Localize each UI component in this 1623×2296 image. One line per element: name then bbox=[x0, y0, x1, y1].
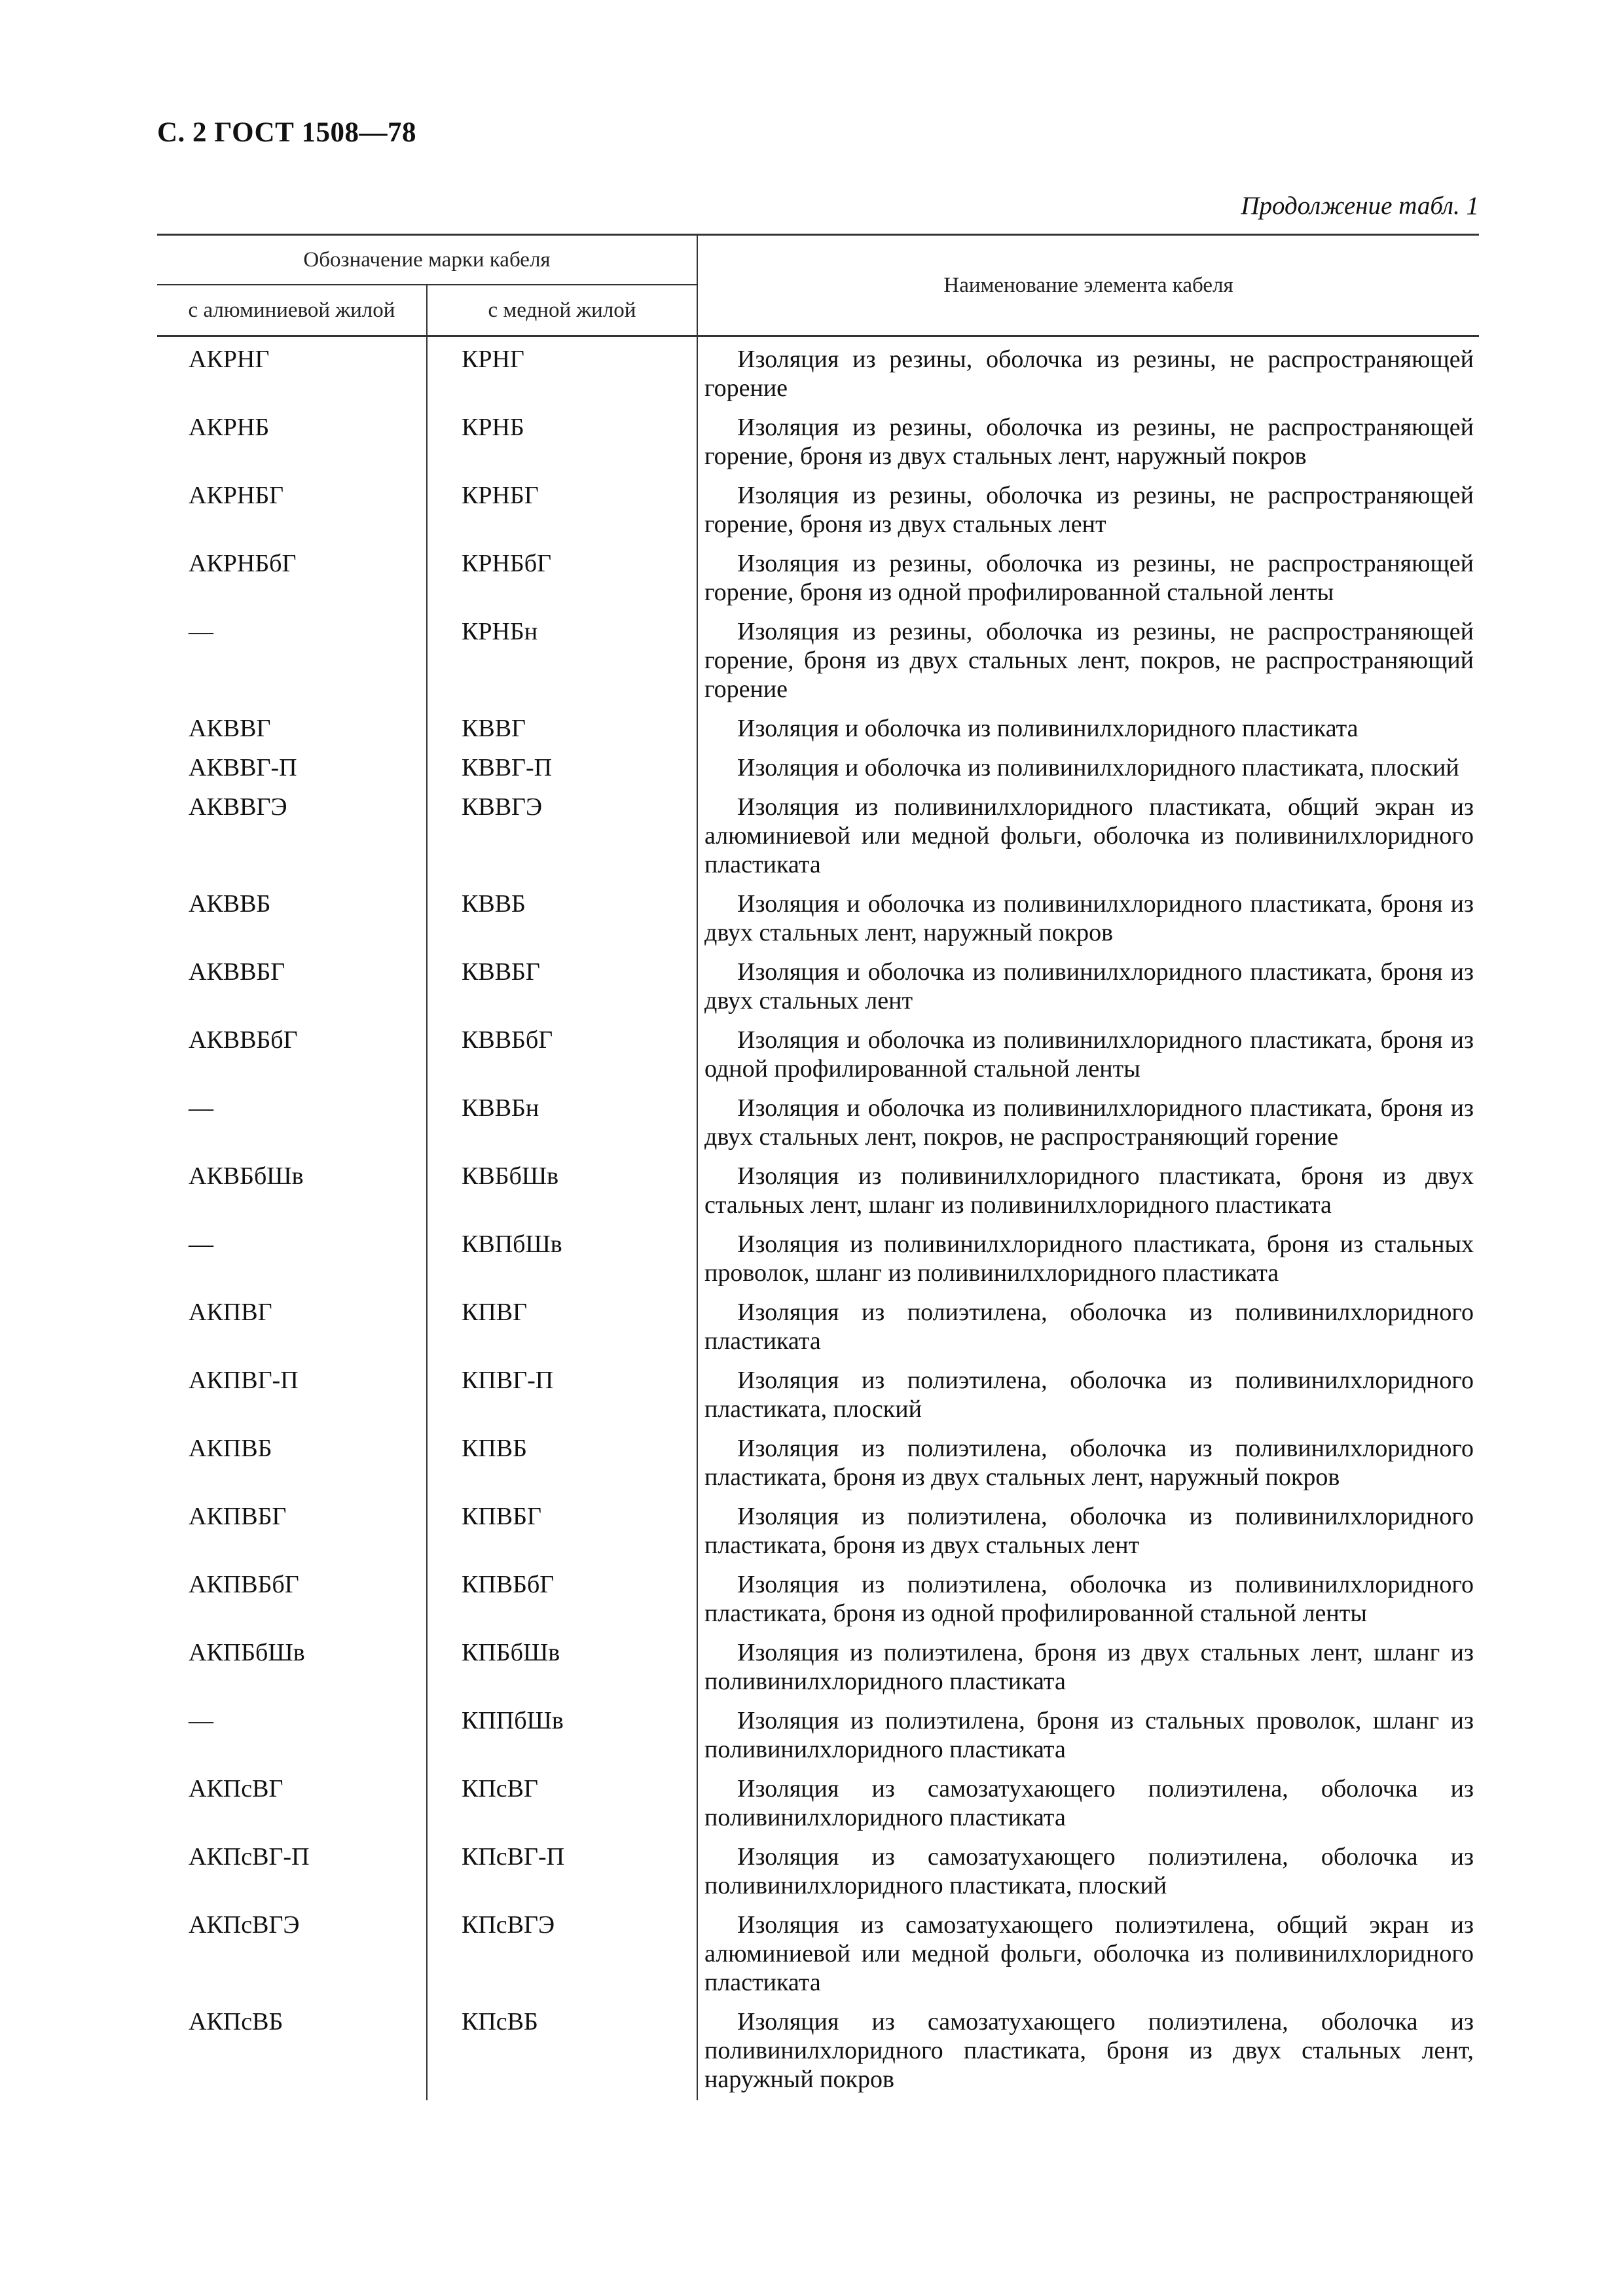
table-row bbox=[157, 1570, 1479, 1638]
table-row bbox=[157, 1638, 1479, 1706]
element-description-cell: Изоляция из полиэтилена, оболочка из поливинилхлоридного пластиката, броня из одной профилированной стальной ленты bbox=[697, 1570, 1479, 1638]
copper-brand-cell: КПВГ bbox=[427, 1298, 697, 1366]
aluminum-core-header: с алюминиевой жилой bbox=[157, 285, 427, 336]
table-row bbox=[157, 958, 1479, 1026]
aluminum-brand-cell: АКВВГ-П bbox=[189, 754, 297, 781]
table-row bbox=[157, 481, 1479, 549]
copper-brand-cell: КВБбШв bbox=[427, 1162, 697, 1230]
aluminum-brand-cell: АКПВБбГ bbox=[189, 1571, 299, 1598]
table-row bbox=[157, 1230, 1479, 1298]
aluminum-brand-cell: АКПсВБ bbox=[189, 2008, 283, 2036]
element-description-cell: Изоляция и оболочка из поливинилхлоридного пластиката, плоский bbox=[697, 753, 1479, 793]
copper-brand-cell: КППбШв bbox=[427, 1706, 697, 1774]
table-row bbox=[157, 1366, 1479, 1434]
copper-brand-cell: КВВБГ bbox=[427, 958, 697, 1026]
element-description-cell: Изоляция из резины, оболочка из резины, не распространяющей горение bbox=[697, 336, 1479, 414]
aluminum-brand-cell: АКРНБГ bbox=[189, 482, 284, 509]
table-row bbox=[157, 336, 1479, 414]
element-description-cell: Изоляция из самозатухающего полиэтилена, общий экран из алюминиевой или медной фольги, оболочка из поливинилхлоридного пластиката bbox=[697, 1910, 1479, 2007]
table-row bbox=[157, 617, 1479, 714]
table-row bbox=[157, 1910, 1479, 2007]
element-description-cell: Изоляция из полиэтилена, броня из двух стальных лент, шланг из поливинилхлоридного пластиката bbox=[697, 1638, 1479, 1706]
element-description-cell: Изоляция из самозатухающего полиэтилена, оболочка из поливинилхлоридного пластиката bbox=[697, 1774, 1479, 1842]
cable-brands-table bbox=[157, 234, 1479, 2100]
aluminum-brand-cell: АКВБбШв bbox=[189, 1162, 304, 1190]
aluminum-brand-cell: АКРНБбГ bbox=[189, 550, 297, 577]
brand-designation-group-header: Обозначение марки кабеля bbox=[157, 235, 697, 285]
table-row bbox=[157, 1026, 1479, 1094]
element-description-cell: Изоляция и оболочка из поливинилхлоридного пластиката bbox=[697, 714, 1479, 753]
element-description-cell: Изоляция из резины, оболочка из резины, не распространяющей горение, броня из двух стальных лент, покров, не распространяющий горение bbox=[697, 617, 1479, 714]
copper-brand-cell: КПсВГЭ bbox=[427, 1910, 697, 2007]
aluminum-brand-cell: АКПБбШв bbox=[189, 1639, 305, 1666]
table-row bbox=[157, 1502, 1479, 1570]
aluminum-brand-cell: АКПВГ-П bbox=[189, 1367, 299, 1394]
table-row bbox=[157, 1298, 1479, 1366]
aluminum-brand-cell: АКВВГ bbox=[189, 715, 271, 742]
cable-brands-table-container bbox=[157, 234, 1479, 2100]
copper-brand-cell: КВВБн bbox=[427, 1094, 697, 1162]
copper-brand-cell: КПсВГ bbox=[427, 1774, 697, 1842]
element-description-cell: Изоляция и оболочка из поливинилхлоридного пластиката, броня из одной профилированной стальной ленты bbox=[697, 1026, 1479, 1094]
element-description-cell: Изоляция и оболочка из поливинилхлоридного пластиката, броня из двух стальных лент, наружный покров bbox=[697, 889, 1479, 958]
copper-brand-cell: КРНБн bbox=[427, 617, 697, 714]
aluminum-brand-cell: АКВВГЭ bbox=[189, 793, 287, 821]
table-row bbox=[157, 1162, 1479, 1230]
aluminum-brand-cell: АКПсВГЭ bbox=[189, 1911, 300, 1939]
element-description-cell: Изоляция из полиэтилена, оболочка из поливинилхлоридного пластиката, броня из двух стальных лент, наружный покров bbox=[697, 1434, 1479, 1502]
element-description-cell: Изоляция из резины, оболочка из резины, не распространяющей горение, броня из одной профилированной стальной ленты bbox=[697, 549, 1479, 617]
table-row bbox=[157, 889, 1479, 958]
copper-brand-cell: КРНБ bbox=[427, 413, 697, 481]
element-description-cell: Изоляция из полиэтилена, оболочка из поливинилхлоридного пластиката bbox=[697, 1298, 1479, 1366]
table-row bbox=[157, 549, 1479, 617]
element-description-cell: Изоляция из полиэтилена, броня из стальных проволок, шланг из поливинилхлоридного пластиката bbox=[697, 1706, 1479, 1774]
table-row bbox=[157, 1774, 1479, 1842]
aluminum-brand-cell: АКПВГ bbox=[189, 1299, 272, 1326]
table-continuation-label: Продолжение табл. 1 bbox=[1241, 192, 1479, 220]
table-row bbox=[157, 793, 1479, 889]
element-description-cell: Изоляция из полиэтилена, оболочка из поливинилхлоридного пластиката, броня из двух стальных лент bbox=[697, 1502, 1479, 1570]
element-description-cell: Изоляция из поливинилхлоридного пластиката, общий экран из алюминиевой или медной фольги, оболочка из поливинилхлоридного пластиката bbox=[697, 793, 1479, 889]
aluminum-brand-cell: — bbox=[189, 1230, 213, 1258]
aluminum-brand-cell: АКПВБ bbox=[189, 1435, 272, 1462]
aluminum-brand-cell: АКВВБбГ bbox=[189, 1026, 298, 1054]
table-row bbox=[157, 2007, 1479, 2100]
aluminum-brand-cell: АКРНГ bbox=[189, 346, 270, 373]
table-row bbox=[157, 714, 1479, 753]
element-description-cell: Изоляция из резины, оболочка из резины, не распространяющей горение, броня из двух стальных лент, наружный покров bbox=[697, 413, 1479, 481]
aluminum-brand-cell: АКПсВГ bbox=[189, 1775, 283, 1803]
aluminum-brand-cell: — bbox=[189, 618, 213, 645]
table-row bbox=[157, 753, 1479, 793]
copper-brand-cell: КВВГ-П bbox=[427, 753, 697, 793]
element-description-cell: Изоляция из самозатухающего полиэтилена, оболочка из поливинилхлоридного пластиката, плоский bbox=[697, 1842, 1479, 1910]
copper-brand-cell: КРНБГ bbox=[427, 481, 697, 549]
table-row bbox=[157, 1094, 1479, 1162]
copper-brand-cell: КВВГ bbox=[427, 714, 697, 753]
element-description-cell: Изоляция и оболочка из поливинилхлоридного пластиката, броня из двух стальных лент, покров, не распространяющий горение bbox=[697, 1094, 1479, 1162]
copper-brand-cell: КВПбШв bbox=[427, 1230, 697, 1298]
copper-brand-cell: КРНБбГ bbox=[427, 549, 697, 617]
copper-brand-cell: КПВБбГ bbox=[427, 1570, 697, 1638]
element-description-cell: Изоляция из поливинилхлоридного пластиката, броня из стальных проволок, шланг из поливинилхлоридного пластиката bbox=[697, 1230, 1479, 1298]
copper-brand-cell: КВВБ bbox=[427, 889, 697, 958]
table-header bbox=[157, 235, 1479, 336]
element-name-header: Наименование элемента кабеля bbox=[697, 235, 1479, 336]
copper-brand-cell: КПсВБ bbox=[427, 2007, 697, 2100]
table-row bbox=[157, 1434, 1479, 1502]
aluminum-brand-cell: — bbox=[189, 1094, 213, 1122]
copper-brand-cell: КПсВГ-П bbox=[427, 1842, 697, 1910]
element-description-cell: Изоляция из самозатухающего полиэтилена, оболочка из поливинилхлоридного пластиката, броня из двух стальных лент, наружный покров bbox=[697, 2007, 1479, 2100]
copper-brand-cell: КПВБ bbox=[427, 1434, 697, 1502]
aluminum-brand-cell: АКВВБ bbox=[189, 890, 271, 918]
copper-brand-cell: КВВБбГ bbox=[427, 1026, 697, 1094]
table-row bbox=[157, 1842, 1479, 1910]
element-description-cell: Изоляция из резины, оболочка из резины, не распространяющей горение, броня из двух стальных лент bbox=[697, 481, 1479, 549]
table-row bbox=[157, 1706, 1479, 1774]
copper-brand-cell: КВВГЭ bbox=[427, 793, 697, 889]
aluminum-brand-cell: АКПВБГ bbox=[189, 1503, 287, 1530]
aluminum-brand-cell: — bbox=[189, 1707, 213, 1734]
aluminum-brand-cell: АКРНБ bbox=[189, 414, 270, 441]
copper-brand-cell: КПВГ-П bbox=[427, 1366, 697, 1434]
table-body bbox=[157, 336, 1479, 2101]
aluminum-brand-cell: АКВВБГ bbox=[189, 958, 285, 986]
element-description-cell: Изоляция и оболочка из поливинилхлоридного пластиката, броня из двух стальных лент bbox=[697, 958, 1479, 1026]
element-description-cell: Изоляция из поливинилхлоридного пластиката, броня из двух стальных лент, шланг из поливинилхлоридного пластиката bbox=[697, 1162, 1479, 1230]
copper-brand-cell: КПБбШв bbox=[427, 1638, 697, 1706]
copper-brand-cell: КРНГ bbox=[427, 336, 697, 414]
aluminum-brand-cell: АКПсВГ-П bbox=[189, 1843, 310, 1871]
table-row bbox=[157, 413, 1479, 481]
page-header: С. 2 ГОСТ 1508—78 bbox=[157, 117, 417, 148]
copper-brand-cell: КПВБГ bbox=[427, 1502, 697, 1570]
copper-core-header: с медной жилой bbox=[427, 285, 697, 336]
element-description-cell: Изоляция из полиэтилена, оболочка из поливинилхлоридного пластиката, плоский bbox=[697, 1366, 1479, 1434]
